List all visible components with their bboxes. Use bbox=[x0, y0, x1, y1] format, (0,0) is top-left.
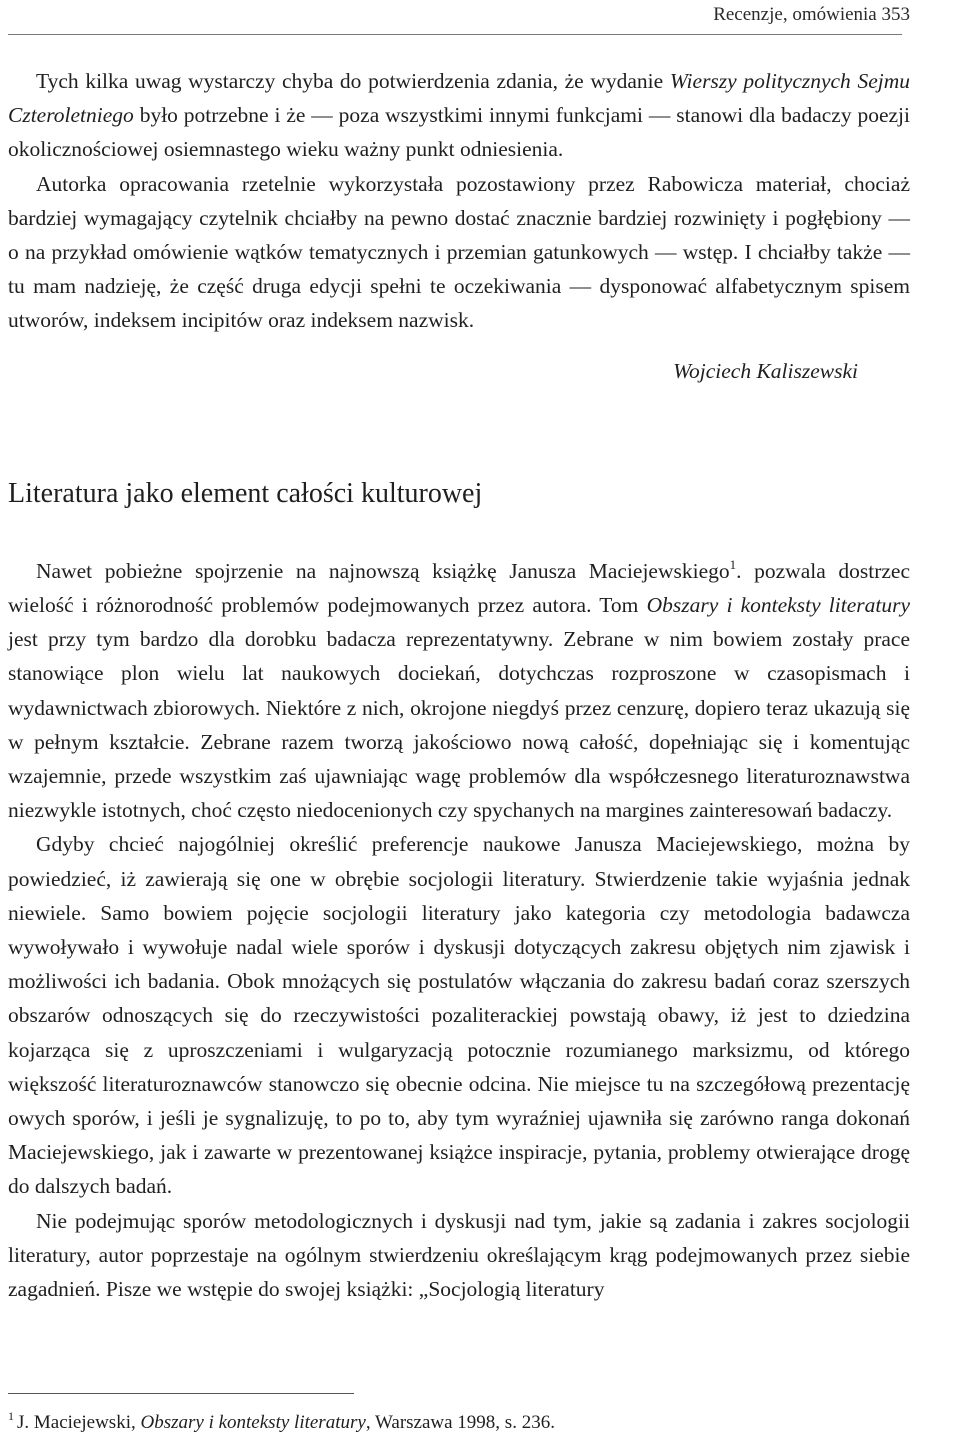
p1-text-a: Tych kilka uwag wystarczy chyba do potwierdzenia zdania, że wydanie bbox=[36, 69, 670, 93]
footnote-text-c: , Warszawa 1998, s. 236. bbox=[365, 1412, 555, 1433]
section-title: Literatura jako element całości kulturowej bbox=[8, 477, 483, 509]
footnote-text-a: J. Maciejewski, bbox=[17, 1412, 141, 1433]
footnote-rule bbox=[8, 1393, 354, 1394]
paragraph-2: Autorka opracowania rzetelnie wykorzystała pozostawiony przez Rabowicza materiał, chociaż bardziej wymagający czytelnik chciałby na pewno dostać znacznie bardziej rozwinięty i pogłębiony — o na przykład omówienie wątków tematycznych i przemian gatunkowych — wstęp. I chciałby także — tu mam nadzieję, że część druga edycji spełni te oczekiwania — dysponować alfabetycznym spisem utworów, indeksem incipitów oraz indeksem nazwisk. bbox=[8, 171, 910, 333]
header-rule bbox=[8, 34, 902, 35]
footnote-ref: 1 bbox=[729, 556, 737, 572]
paragraph-1 bbox=[8, 64, 910, 167]
p3-text-a: Nawet pobieżne spojrzenie na najnowszą książkę Janusza Maciejewskiego bbox=[36, 558, 730, 583]
paragraph-3 bbox=[8, 554, 910, 828]
paragraph-4: Gdyby chcieć najogólniej określić preferencje naukowe Janusza Maciejewskiego, można by powiedzieć, iż zawierają się one w obrębie socjologii literatury. Stwierdzenie takie wyjaśnia jednak niewiele. Samo bowiem pojęcie socjologii literatury jako kategoria czy metodologia badawcza wywoływało i wywołuje nadal wiele sporów i dyskusji dotyczących zakresu objętych nim zjawisk i możliwości ich badania. Obok mnożących się postulatów włączania do zakresu badań coraz szerszych obszarów odnoszących się do rzeczywistości pozaliterackiej powstają obawy, iż jest to dziedzina kojarząca się z uproszczeniami i wulgaryzacją potocznie rozumianego marksizmu, od którego większość literaturoznawców stanowczo się obecnie odcina. Nie miejsce tu na szczegółową prezentację owych sporów, i jeśli je sygnalizuję, to po to, aby tym wyraźniej ujawniła się zarówno ranga dokonań Maciejewskiego, jak i zawarte w prezentowanej książce inspiracje, pytania, problemy otwierające drogę do dalszych badań. bbox=[8, 832, 910, 1199]
p1-book-title: Wierszy politycznych Sejmu Czteroletniego bbox=[8, 69, 910, 128]
footnote-number: 1 bbox=[8, 1409, 14, 1423]
body-text bbox=[8, 64, 910, 1306]
running-head: Recenzje, omówienia 353 bbox=[713, 4, 910, 25]
p1-text-c: było potrzebne i że — poza wszystkimi innymi funkcjami — stanowi dla badaczy poezji okolicznościowej osiemnastego wieku ważny punkt odniesienia. bbox=[8, 103, 910, 162]
p3-text-d: jest przy tym bardzo dla dorobku badacza reprezentatywny. Zebrane w nim bowiem zostały prace stanowiące plon wielu lat naukowych dociekań, dotychczas rozproszone w czasopismach i wydawnictwach zbiorowych. Niektóre z nich, okrojone niegdyś przez cenzurę, dopiero teraz ukazują się w pełnym kształcie. Zebrane razem tworzą jakościowo nową całość, dopełniając się i komentując wzajemnie, przede wszystkim zaś ujawniając wagę problemów dla współczesnego literaturoznawstwa niezwykle istotnych, choć często niedocenionych czy spychanych na margines zainteresowań badaczy. bbox=[8, 627, 910, 823]
p3-book-title: Obszary i konteksty literatury bbox=[646, 593, 911, 618]
paragraph-5: Nie podejmując sporów metodologicznych i dyskusji nad tym, jakie są zadania i zakres socjologii literatury, autor poprzestaje na ogólnym stwierdzeniu określającym krąg podejmowanych przez siebie zagadnień. Pisze we wstępie do swojej książki: „Socjologią literatury bbox=[8, 1208, 910, 1302]
footnote bbox=[8, 1411, 555, 1435]
p3-text-b: . pozwala dostrzec wielość i różnorodność problemów podejmowanych przez autora. Tom bbox=[8, 558, 911, 618]
footnote-book-title: Obszary i konteksty literatury bbox=[140, 1412, 366, 1433]
review-signature: Wojciech Kaliszewski bbox=[673, 358, 858, 383]
